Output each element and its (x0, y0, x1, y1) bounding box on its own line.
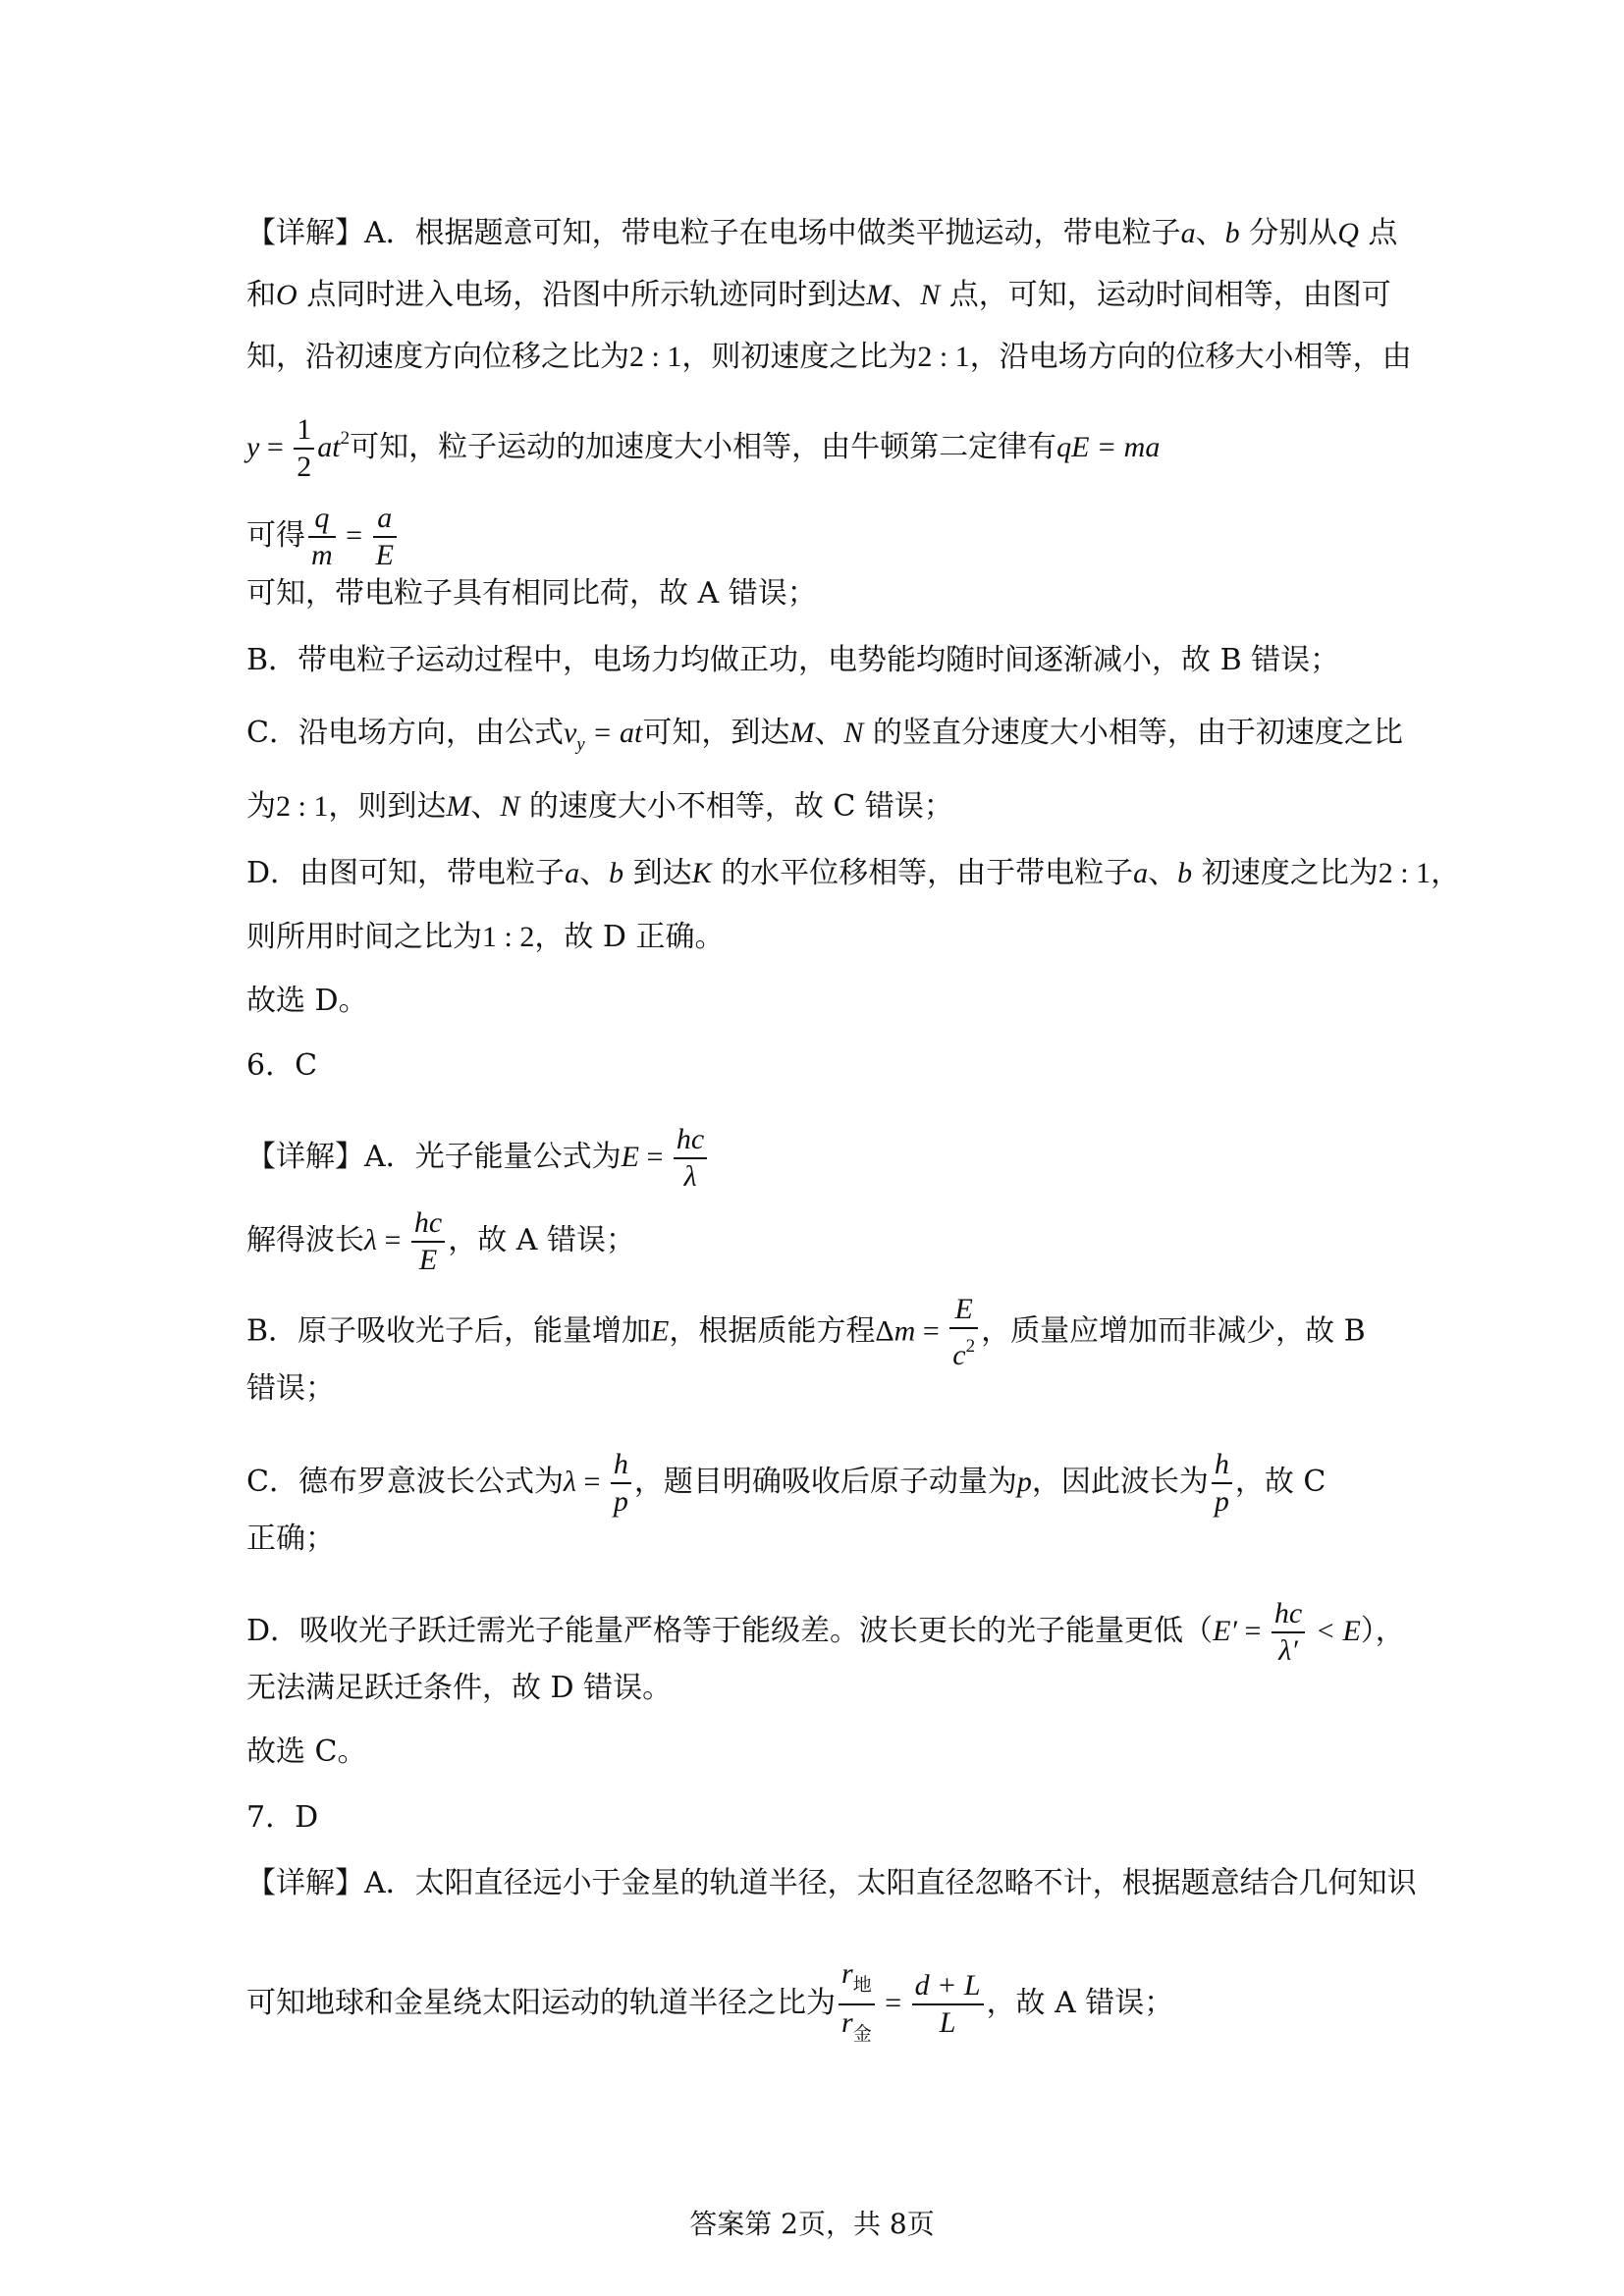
question-7-answer: 7．D (246, 1800, 319, 1835)
fraction-h-over-p-2: $\frac{h}{p}$ (1212, 1447, 1232, 1520)
fraction-a-over-E: $\frac{a}{E}$ (373, 501, 397, 573)
text-line-11: 则所用时间之比为1 : 2，故 D 正确。 (246, 920, 725, 954)
text-line-3: 知，沿初速度方向位移之比为2 : 1，则初速度之比为2 : 1，沿电场方向的位移大小相等，由 (246, 340, 1412, 374)
question-6-answer: 6．C (246, 1048, 318, 1083)
fraction-one-half: $\frac{1}{2}$ (294, 412, 314, 485)
text-line-5-formula: 可得 $\frac{q}{m}$ = $\frac{a}{E}$ (246, 501, 1385, 573)
fraction-h-over-p: $\frac{h}{p}$ (611, 1447, 631, 1520)
fraction-d-plus-L-over-L: $\frac{d + L}{L}$ (912, 1968, 984, 2041)
text-line-22: 故选 C。 (246, 1735, 367, 1769)
fraction-hc-over-lambda: $\frac{hc}{\lambda}$ (674, 1122, 707, 1195)
fraction-hc-over-lambda-prime: $\frac{hc}{\lambda'}$ (1272, 1596, 1305, 1669)
fraction-q-over-m: $\frac{q}{m}$ (308, 501, 336, 573)
text-line-25-formula: 可知地球和金星绕太阳运动的轨道半径之比为 $\frac{r_地}{r_金}$ = $\frac{d + L}{L}$ ，故 A 错误； (246, 1956, 1385, 2053)
text-line-7: B．带电粒子运动过程中，电场力均做正功，电势能均随时间逐渐减小，故 B 错误； (246, 643, 1340, 677)
fraction-hc-over-E: $\frac{hc}{E}$ (411, 1205, 445, 1278)
text-line-21: 无法满足跃迁条件，故 D 错误。 (246, 1671, 673, 1705)
text-line-17: 错误； (246, 1371, 335, 1406)
fraction-E-over-c-squared: $\frac{E}{c^2}$ (949, 1292, 978, 1373)
text-line-18-formula: C．德布罗意波长公式为λ = $\frac{h}{p}$ ，题目明确吸收后原子动量为p，因此波长为 $\frac{h}{p}$ ，故 C (246, 1448, 1326, 1518)
text-line-20-formula: D．吸收光子跃迁需光子能量严格等于能级差。波长更长的光子能量更低（E′ = $\frac{hc}{\lambda'}$ < E）， (246, 1597, 1405, 1667)
text-line-19: 正确； (246, 1522, 335, 1556)
text-line-15-formula: 解得波长λ = $\frac{hc}{E}$ ，故 A 错误； (246, 1206, 635, 1276)
text-line-16-formula: B．原子吸收光子后，能量增加E，根据质能方程Δm = $\frac{E}{c^2}$ ，质量应增加而非减少，故 B (246, 1293, 1366, 1371)
text-line-12: 故选 D。 (246, 984, 368, 1018)
text-line-8: C．沿电场方向，由公式$v_y$ = at可知，到达M、N 的竖直分速度大小相等，由于初速度之比 (246, 716, 1403, 755)
text-line-6: 可知，带电粒子具有相同比荷，故 A 错误； (246, 576, 817, 611)
text-line-14-formula: 【详解】A．光子能量公式为E = $\frac{hc}{\lambda}$ (246, 1122, 1385, 1195)
text-line-1: 【详解】A．根据题意可知，带电粒子在电场中做类平抛运动，带电粒子a、b 分别从Q 点 (246, 216, 1398, 250)
text-line-10: D．由图可知，带电粒子a、b 到达K 的水平位移相等，由于带电粒子a、b 初速度之比为2 : 1， (246, 856, 1461, 890)
fraction-radius-ratio: $\frac{r_地}{r_金}$ (839, 1956, 875, 2053)
text-line-4-formula: y = $\frac{1}{2}$ $at^2$可知，粒子运动的加速度大小相等，由牛顿第二定律有qE = ma (246, 413, 1161, 483)
page-footer: 答案第 2页，共 8页 (689, 2208, 935, 2240)
text-line-24: 【详解】A．太阳直径远小于金星的轨道半径，太阳直径忽略不计，根据题意结合几何知识 (246, 1866, 1417, 1900)
text-line-9: 为2 : 1，则到达M、N 的速度大小不相等，故 C 错误； (246, 789, 953, 824)
text-line-2: 和O 点同时进入电场，沿图中所示轨迹同时到达M、N 点，可知，运动时间相等，由图可 (246, 278, 1391, 312)
